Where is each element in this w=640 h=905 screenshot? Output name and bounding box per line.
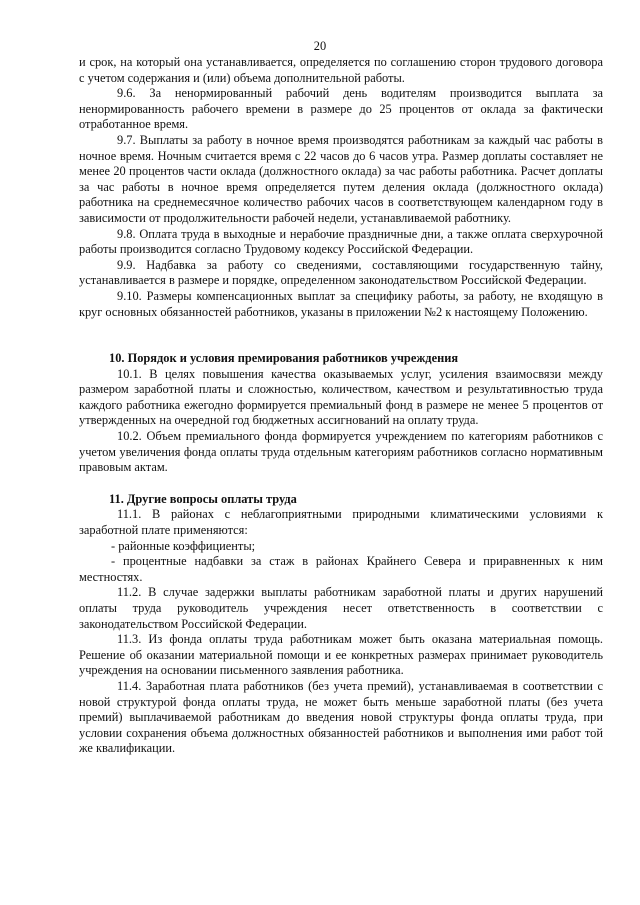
paragraph-11-4: 11.4. Заработная плата работников (без учета премий), устанавливаемая в соответствии с новой структурой фонда оплаты труда, не может быть меньше заработной платы (без учета премий) выплачиваемой работникам до введения новой структуры фонда оплаты труда, при условии сохранения объема должностных обязанностей работников и выполнения ими работ той же квалификации. [79, 678, 603, 756]
paragraph-11-1: 11.1. В районах с неблагоприятными природными климатическими условиями к заработной плате применяются: [79, 507, 603, 538]
paragraph-11-3: 11.3. Из фонда оплаты труда работникам может быть оказана материальная помощь. Решение об оказании материальной помощи и ее конкретных размерах принимает руководитель учреждения на основании письменного заявления работника. [79, 632, 603, 678]
section-heading-11: 11. Другие вопросы оплаты труда [109, 491, 297, 506]
paragraph-11-2: 11.2. В случае задержки выплаты работникам заработной платы и других нарушений оплаты труда руководитель учреждения несет ответственность в соответствии с законодательством Российской Федерации. [79, 585, 603, 631]
list-item-regional-coefficients: - районные коэффициенты; [111, 538, 256, 553]
paragraph-9-6: 9.6. За ненормированный рабочий день водителям производится выплата за ненормированность рабочего времени в размере до 25 процентов от оклада за фактически отработанное время. [79, 86, 603, 132]
paragraph-9-9: 9.9. Надбавка за работу со сведениями, составляющими государственную тайну, устанавливается в размере и порядке, определенном законодательством Российской Федерации. [79, 257, 603, 288]
paragraph-9-7: 9.7. Выплаты за работу в ночное время производятся работникам за каждый час работы в ночное время. Ночным считается время с 22 часов до 6 часов утра. Размер доплаты составляет не менее 20 процентов части оклада (должностного оклада) за час работы работника. Расчет доплаты за час работы в ночное время определяется путем деления оклада (должностного оклада) работника на среднемесячное количество рабочих часов в соответствующем календарном году в зависимости от продолжительности рабочей недели, устанавливаемой работнику. [79, 132, 603, 225]
section-spacer [79, 476, 603, 492]
paragraph-continuation: и срок, на который она устанавливается, определяется по соглашению сторон трудового договора с учетом содержания и (или) объема дополнительной работы. [79, 55, 603, 85]
list-item-percentage-allowances: - процентные надбавки за стаж в районах Крайнего Севера и приравненных к ним местностях. [79, 554, 603, 584]
paragraph-10-1: 10.1. В целях повышения качества оказываемых услуг, усиления взаимосвязи между размером заработной платы и сложностью, количеством, качеством и результативностью труда каждого работника ежегодно формируется премиальный фонд в размере не менее 5 процентов от утвержденных на очередной год бюджетных ассигнований на оплату труда. [79, 366, 603, 428]
paragraph-9-10: 9.10. Размеры компенсационных выплат за специфику работы, за работу, не входящую в круг основных обязанностей работников, указаны в приложении №2 к настоящему Положению. [79, 288, 603, 319]
section-spacer [79, 320, 603, 351]
document-body [79, 55, 603, 757]
section-heading-10: 10. Порядок и условия премирования работников учреждения [109, 351, 459, 366]
paragraph-10-2: 10.2. Объем премиального фонда формируется учреждением по категориям работников с учетом увеличения фонда оплаты труда отдельным категориям работников согласно нормативным правовым актам. [79, 429, 603, 475]
paragraph-9-8: 9.8. Оплата труда в выходные и нерабочие праздничные дни, а также оплата сверхурочной работы производится согласно Трудовому кодексу Российской Федерации. [79, 226, 603, 257]
page-number: 20 [313, 39, 327, 53]
